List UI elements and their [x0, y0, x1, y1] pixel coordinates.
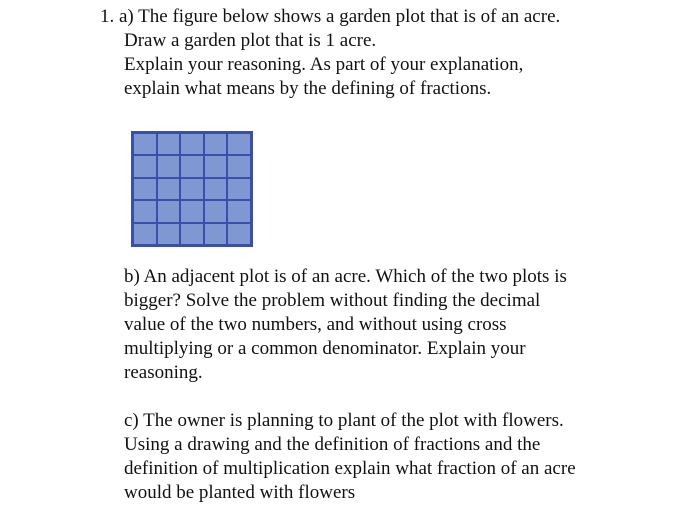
grid-cell — [133, 155, 157, 177]
grid-cell — [227, 200, 251, 222]
grid-cell — [227, 178, 251, 200]
part-c-line-1: c) The owner is planning to plant of the plot with flowers. — [124, 410, 564, 431]
grid-cell — [204, 223, 228, 245]
grid-cell — [133, 133, 157, 155]
part-b-line-2: bigger? Solve the problem without finding the decimal — [124, 290, 541, 311]
grid-cell — [133, 178, 157, 200]
part-c-line-4: would be planted with flowers — [124, 482, 356, 503]
grid-cell — [180, 155, 204, 177]
part-b-line-4: multiplying or a common denominator. Explain your — [124, 338, 526, 359]
part-c-line-2: Using a drawing and the definition of fractions and the — [124, 434, 541, 455]
grid-cell — [157, 155, 181, 177]
grid-cell — [180, 200, 204, 222]
part-a-line-3: Explain your reasoning. As part of your explanation, — [124, 54, 524, 75]
part-b-line-1: b) An adjacent plot is of an acre. Which of the two plots is — [124, 266, 567, 287]
part-b-line-3: value of the two numbers, and without using cross — [124, 314, 507, 335]
grid-cell — [133, 223, 157, 245]
grid-cell — [180, 133, 204, 155]
grid-cell — [227, 155, 251, 177]
grid-cell — [204, 155, 228, 177]
grid-cell — [204, 133, 228, 155]
part-c-line-3: definition of multiplication explain what fraction of an acre — [124, 458, 576, 479]
part-a-line-2: Draw a garden plot that is 1 acre. — [124, 30, 377, 51]
garden-plot-grid — [131, 131, 253, 247]
part-a-line-1: 1. a) The figure below shows a garden plot that is of an acre. — [100, 6, 561, 27]
grid-cell — [204, 178, 228, 200]
grid-cell — [157, 223, 181, 245]
part-a-line-4: explain what means by the defining of fractions. — [124, 78, 492, 99]
grid-cell — [157, 133, 181, 155]
grid-cell — [227, 223, 251, 245]
grid-cell — [133, 200, 157, 222]
grid-cell — [204, 200, 228, 222]
grid-cell — [227, 133, 251, 155]
grid-cell — [180, 223, 204, 245]
grid-cell — [180, 178, 204, 200]
grid-cell — [157, 200, 181, 222]
grid-cell — [157, 178, 181, 200]
part-b-line-5: reasoning. — [124, 362, 203, 383]
